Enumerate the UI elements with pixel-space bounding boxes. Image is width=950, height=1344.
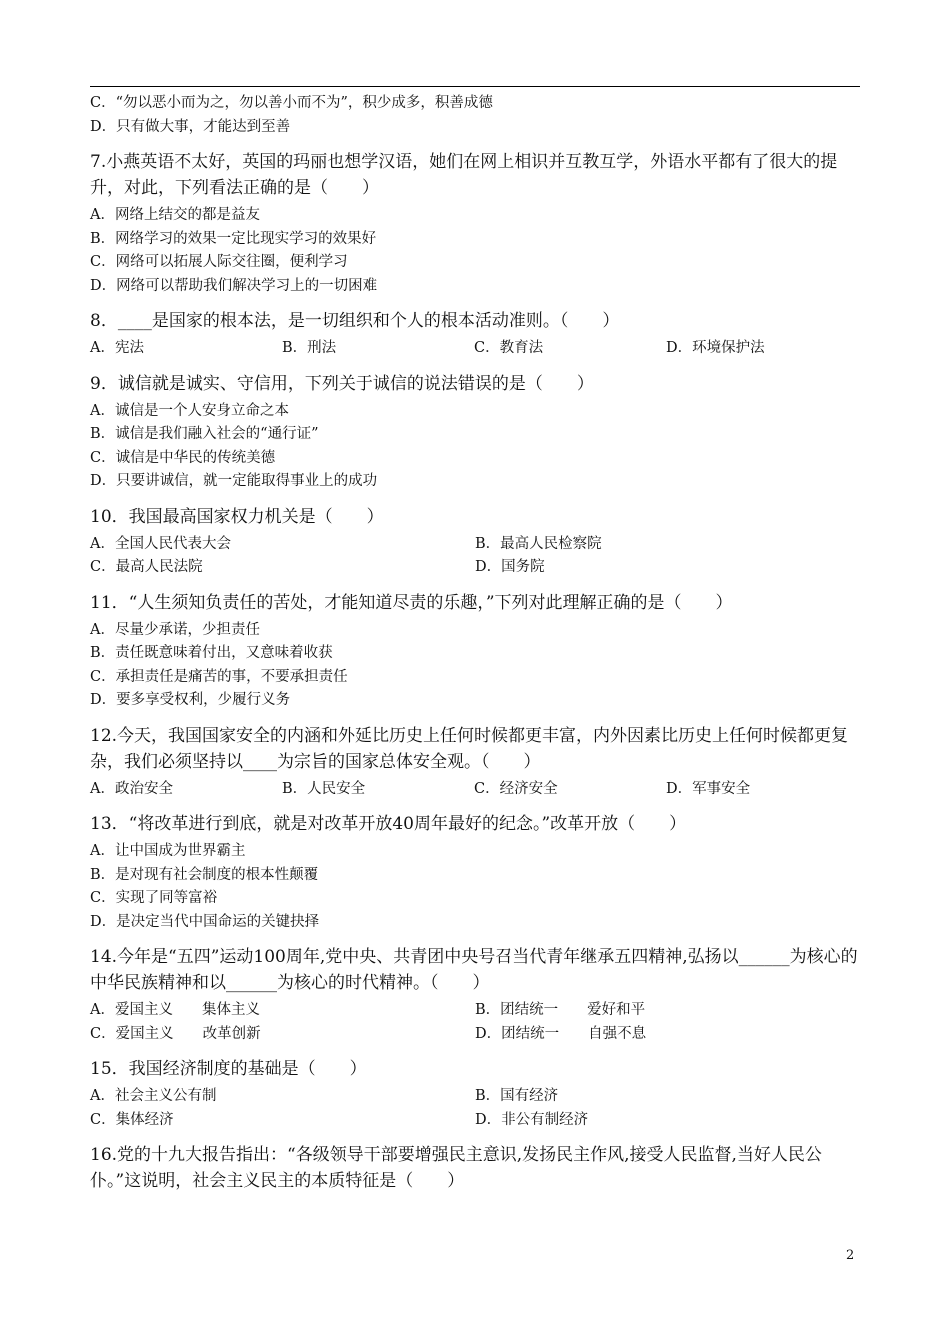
question-14-stem: 14.今年是“五四”运动100周年,党中央、共青团中央号召当代青年继承五四精神,弘扬以______为核心的中华民族精神和以______为核心的时代精神。（ ） [90,947,858,993]
question-10-stem: 10．我国最高国家权力机关是（ ） [90,506,384,527]
question-14-option-b: B．团结统一 爱好和平 [475,1002,646,1018]
option-carryover-d: D．只有做大事，才能达到至善 [90,118,291,135]
question-9-option-d: D．只要讲诚信，就一定能取得事业上的成功 [90,473,378,489]
question-15-option-d: D．非公有制经济 [475,1111,589,1128]
question-9-stem: 9．诚信就是诚实、守信用，下列关于诚信的说法错误的是（ ） [90,373,594,394]
question-15-options [90,1085,860,1132]
question-8-stem: 8．____是国家的根本法，是一切组织和个人的根本活动准则。（ ） [90,311,620,331]
question-12-stem: 12.今天，我国国家安全的内涵和外延比历史上任何时候都更丰富，内外因素比历史上任何时候都更复杂，我们必须坚持以____为宗旨的国家总体安全观。（ ） [90,725,849,772]
question-8-option-b: B．刑法 [282,340,337,356]
question-7-stem: 7.小燕英语不太好，英国的玛丽也想学汉语，她们在网上相识并互教互学，外语水平都有了很大的提升，对此，下列看法正确的是（ ） [90,152,838,198]
question-9-option-b: B．诚信是我们融入社会的“通行证” [90,426,319,442]
question-13-option-d: D．是决定当代中国命运的关键抉择 [90,913,320,930]
question-14-option-c: C．爱国主义 改革创新 [90,1025,261,1042]
question-10-option-d: D．国务院 [475,559,545,575]
question-11-option-d: D．要多享受权利，少履行义务 [90,692,291,708]
question-8-options [90,337,860,361]
question-10-option-c: C．最高人民法院 [90,559,203,575]
question-12-option-a: A．政治安全 [90,780,173,797]
question-16-stem: 16.党的十九大报告指出：“各级领导干部要增强民主意识,发扬民主作风,接受人民监督,当好人民公仆。”这说明，社会主义民主的本质特征是（ ） [90,1145,822,1191]
question-7-option-a: A．网络上结交的都是益友 [90,207,260,223]
question-14-option-a: A．爱国主义 集体主义 [90,1002,260,1018]
question-8-option-a: A．宪法 [90,340,144,356]
question-14-option-d: D．团结统一 自强不息 [475,1025,647,1042]
question-15-option-b: B．国有经济 [475,1088,559,1104]
question-12-option-c: C．经济安全 [474,780,558,797]
question-11-option-a: A．尽量少承诺，少担责任 [90,621,260,638]
questions-body [90,92,860,1197]
question-10-option-a: A．全国人民代表大会 [90,535,231,552]
question-10-option-b: B．最高人民检察院 [475,535,602,552]
question-10-options [90,533,860,580]
question-7-option-c: C．网络可以拓展人际交往圈，便利学习 [90,254,348,270]
header-rule [90,86,860,87]
question-13-option-a: A．让中国成为世界霸主 [90,843,246,859]
question-7-option-b: B．网络学习的效果一定比现实学习的效果好 [90,230,377,247]
question-8-option-c: C．教育法 [474,340,544,356]
question-11-option-c: C．承担责任是痛苦的事，不要承担责任 [90,668,348,685]
question-12-option-d: D．军事安全 [666,780,751,797]
question-15-option-a: A．社会主义公有制 [90,1088,217,1104]
question-12-option-b: B．人民安全 [282,780,366,797]
option-carryover-c: C．“勿以恶小而为之，勿以善小而不为”，积少成多，积善成德 [90,95,493,111]
question-9-option-a: A．诚信是一个人安身立命之本 [90,402,289,419]
question-15-stem: 15．我国经济制度的基础是（ ） [90,1059,367,1079]
question-13-stem: 13．“将改革进行到底，就是对改革开放40周年最好的纪念。”改革开放（ ） [90,814,687,834]
question-7-option-d: D．网络可以帮助我们解决学习上的一切困难 [90,277,378,294]
question-12-options [90,778,860,802]
question-15-option-c: C．集体经济 [90,1111,174,1128]
question-9-option-c: C．诚信是中华民的传统美德 [90,449,276,466]
question-8-option-d: D．环境保护法 [666,340,765,356]
question-13-option-b: B．是对现有社会制度的根本性颠覆 [90,866,319,883]
page-number: 2 [846,1248,855,1263]
question-11-stem: 11．“人生须知负责任的苦处，才能知道尽责的乐趣，”下列对此理解正确的是（ ） [90,592,733,613]
question-11-option-b: B．责任既意味着付出，又意味着收获 [90,645,333,661]
question-14-options [90,999,860,1046]
question-13-option-c: C．实现了同等富裕 [90,890,218,906]
